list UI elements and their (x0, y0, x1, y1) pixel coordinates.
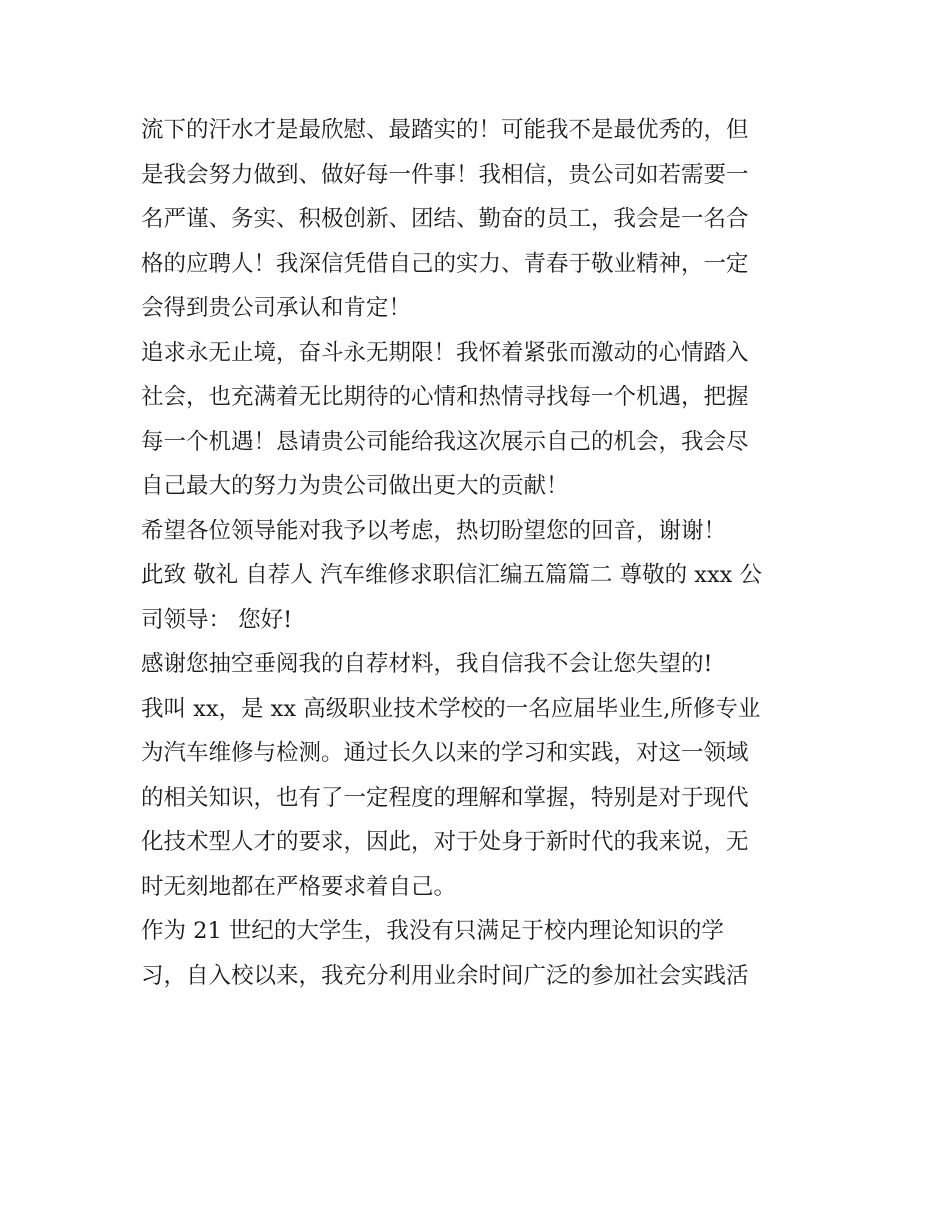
text-line: 名严谨、务实、积极创新、团结、勤奋的员工，我会是一名合 (141, 206, 749, 232)
text-line: 每一个机遇！恳请贵公司能给我这次展示自己的机会，我会尽 (141, 428, 749, 455)
text-line: 习，自入校以来，我充分利用业余时间广泛的参加社会实践活 (141, 962, 749, 989)
text-line: 流下的汗水才是最欣慰、最踏实的！可能我不是最优秀的，但 (141, 117, 749, 143)
text-line: 希望各位领导能对我予以考虑，热切盼望您的回音，谢谢！ (141, 517, 727, 544)
paragraph-practice (141, 909, 811, 998)
text-line: 此致 敬礼 自荐人 汽车维修求职信汇编五篇篇二 尊敬的 xxx 公 (141, 562, 762, 588)
text-line: 作为 21 世纪的大学生，我没有只满足于校内理论知识的学 (141, 918, 724, 944)
paragraph-closing-confidence (141, 108, 811, 331)
text-line: 司领导： 您好! (141, 606, 293, 633)
text-line: 自己最大的努力为贵公司做出更大的贡献！ (141, 473, 569, 499)
paragraph-pursuit (141, 331, 811, 509)
paragraph-hope (141, 509, 811, 554)
text-line: 时无刻地都在严格要求着自己。 (141, 873, 457, 900)
text-line: 我叫 xx，是 xx 高级职业技术学校的一名应届毕业生,所修专业 (141, 695, 761, 722)
text-line: 为汽车维修与检测。通过长久以来的学习和实践，对这一领域 (141, 740, 749, 766)
text-line: 是我会努力做到、做好每一件事！我相信，贵公司如若需要一 (141, 161, 749, 188)
text-line: 社会，也充满着无比期待的心情和热情寻找每一个机遇，把握 (141, 384, 749, 410)
text-line: 追求永无止境，奋斗永无期限！我怀着紧张而激动的心情踏入 (141, 339, 749, 366)
paragraph-thanks (141, 642, 811, 687)
text-line: 格的应聘人！我深信凭借自己的实力、青春于敬业精神，一定 (141, 250, 749, 277)
text-line: 化技术型人才的要求，因此，对于处身于新时代的我来说，无 (141, 829, 749, 855)
text-line: 感谢您抽空垂阅我的自荐材料，我自信我不会让您失望的! (141, 651, 713, 677)
letter-body (141, 108, 811, 998)
text-line: 会得到贵公司承认和肯定！ (141, 295, 412, 321)
text-line: 的相关知识，也有了一定程度的理解和掌握，特别是对于现代 (141, 784, 749, 811)
paragraph-introduction (141, 687, 811, 910)
paragraph-salutation (141, 553, 811, 642)
